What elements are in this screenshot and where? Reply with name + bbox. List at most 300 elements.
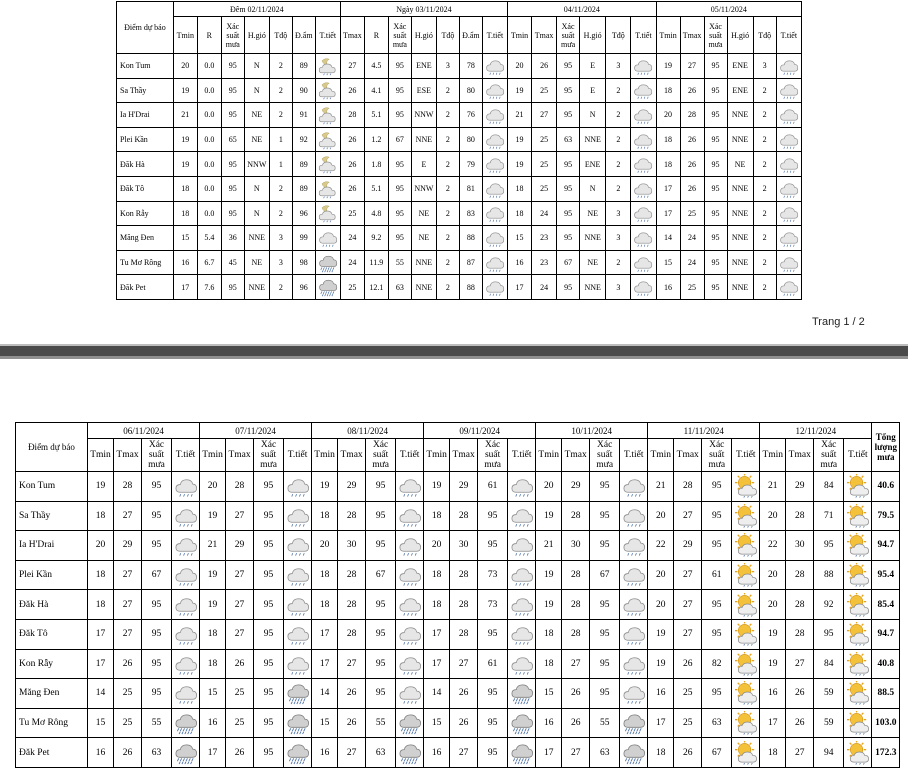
forecast-value: 2 [753, 127, 776, 152]
forecast-value: 21 [536, 531, 562, 561]
station-name: Kon Rẫy [117, 201, 174, 226]
forecast-value: 28 [786, 619, 814, 649]
cloud-rain-icon [396, 563, 423, 587]
forecast-value: 2 [436, 127, 459, 152]
sun-cloud-rain-icon [844, 652, 871, 676]
weather-icon-cell [284, 472, 312, 502]
forecast-value: 95 [590, 531, 620, 561]
forecast-value: 91 [292, 103, 315, 128]
sun-cloud-rain-icon [732, 741, 759, 765]
cloud-rain-icon [483, 105, 507, 125]
column-header: R [364, 17, 388, 54]
sun-cloud-rain-icon [732, 681, 759, 705]
forecast-value: 30 [786, 531, 814, 561]
station-name: Sa Thầy [16, 501, 88, 531]
forecast-value: 95 [254, 590, 284, 620]
forecast-value: 55 [590, 708, 620, 738]
sun-cloud-rain-icon [732, 652, 759, 676]
forecast-value: 18 [536, 649, 562, 679]
forecast-value: 28 [226, 472, 254, 502]
forecast-value: NNE [727, 275, 753, 300]
forecast-value: 17 [200, 738, 226, 768]
column-header: Tmin [760, 439, 786, 472]
table-row [16, 649, 900, 679]
forecast-value: 18 [173, 176, 197, 201]
forecast-value: 5.1 [364, 176, 388, 201]
forecast-value: 27 [786, 738, 814, 768]
forecast-value: 63 [702, 708, 732, 738]
column-header: Tmin [536, 439, 562, 472]
forecast-value: 16 [508, 250, 532, 275]
forecast-value: 27 [674, 619, 702, 649]
forecast-value: 67 [590, 560, 620, 590]
moon-cloud-icon [316, 56, 340, 76]
forecast-value: 18 [88, 560, 114, 590]
forecast-value: 20 [508, 54, 532, 79]
forecast-value: 95 [478, 531, 508, 561]
forecast-value: 28 [338, 560, 366, 590]
column-header: Tmin [173, 17, 197, 54]
moon-cloud-icon [316, 80, 340, 100]
weather-icon-cell [732, 708, 760, 738]
forecast-value: 95 [221, 201, 244, 226]
date-header: 10/11/2024 [536, 423, 648, 439]
date-header: 05/11/2024 [656, 2, 801, 17]
forecast-value: 17 [508, 275, 532, 300]
table-row [117, 152, 802, 177]
weather-icon-cell [315, 78, 340, 103]
forecast-value: 14 [312, 679, 338, 709]
forecast-value: 27 [562, 649, 590, 679]
forecast-value: 18 [508, 201, 532, 226]
forecast-value: NNE [411, 127, 436, 152]
forecast-value: 15 [536, 679, 562, 709]
forecast-value: 19 [200, 501, 226, 531]
cloud-rain-icon [631, 203, 655, 223]
date-header: 06/11/2024 [88, 423, 200, 439]
weather-icon-cell [776, 226, 801, 251]
forecast-value: 18 [656, 78, 680, 103]
forecast-value: 18 [508, 176, 532, 201]
column-header: Tmin [648, 439, 674, 472]
forecast-value: N [244, 78, 269, 103]
station-name: Kon Tum [117, 54, 174, 79]
forecast-value: 25 [532, 127, 557, 152]
column-header: Xác suất mưa [366, 439, 396, 472]
weather-icon-cell [396, 679, 424, 709]
forecast-value: 2 [606, 176, 631, 201]
forecast-value: 80 [459, 78, 482, 103]
forecast-value: 26 [226, 738, 254, 768]
forecast-value: 19 [648, 619, 674, 649]
forecast-value: 26 [786, 708, 814, 738]
forecast-value: N [244, 54, 269, 79]
forecast-value: 26 [680, 127, 704, 152]
weather-icon-cell [508, 679, 536, 709]
weather-icon-cell [620, 590, 648, 620]
forecast-value: NNE [580, 275, 606, 300]
cloud-rain-icon [284, 504, 311, 528]
forecast-value: 95 [557, 54, 580, 79]
forecast-value: 67 [142, 560, 172, 590]
sun-cloud-rain-icon [844, 533, 871, 557]
weather-icon-cell [482, 201, 507, 226]
forecast-value: 0.0 [197, 201, 221, 226]
forecast-value: NE [411, 201, 436, 226]
total-rain-value: 40.6 [872, 472, 900, 502]
column-header: T.tiết [732, 439, 760, 472]
weather-icon-cell [631, 54, 656, 79]
weather-icon-cell [508, 649, 536, 679]
forecast-value: 16 [424, 738, 450, 768]
weather-icon-cell [844, 560, 872, 590]
forecast-value: 2 [436, 78, 459, 103]
forecast-value: 30 [562, 531, 590, 561]
table-row [117, 250, 802, 275]
weather-icon-cell [732, 619, 760, 649]
table-row [117, 201, 802, 226]
column-header: Tmax [680, 17, 704, 54]
forecast-value: 76 [459, 103, 482, 128]
forecast-value: 20 [173, 54, 197, 79]
column-header: Tmax [674, 439, 702, 472]
forecast-value: 84 [814, 649, 844, 679]
column-header: Tđộ [436, 17, 459, 54]
forecast-value: 95 [366, 590, 396, 620]
forecast-value: 95 [254, 679, 284, 709]
forecast-value: 27 [680, 54, 704, 79]
forecast-value: 18 [88, 590, 114, 620]
forecast-value: 24 [532, 275, 557, 300]
forecast-value: 25 [226, 679, 254, 709]
forecast-value: 17 [648, 708, 674, 738]
forecast-value: 26 [674, 738, 702, 768]
weather-icon-cell [284, 531, 312, 561]
forecast-value: 2 [269, 103, 292, 128]
forecast-value: 26 [338, 679, 366, 709]
forecast-value: NNE [411, 250, 436, 275]
forecast-value: 88 [459, 226, 482, 251]
forecast-value: 59 [814, 679, 844, 709]
sun-cloud-rain-icon [844, 711, 871, 735]
forecast-value: 61 [702, 560, 732, 590]
sun-cloud-rain-icon [732, 533, 759, 557]
weather-icon-cell [396, 472, 424, 502]
forecast-value: 20 [424, 531, 450, 561]
forecast-value: 25 [674, 708, 702, 738]
forecast-value: 95 [704, 78, 727, 103]
forecast-value: 18 [656, 127, 680, 152]
table-row [16, 472, 900, 502]
forecast-value: 88 [814, 560, 844, 590]
forecast-value: 2 [436, 201, 459, 226]
forecast-value: 19 [656, 54, 680, 79]
cloud-rain-icon [631, 277, 655, 297]
column-header: Tmax [450, 439, 478, 472]
forecast-value: 16 [200, 708, 226, 738]
station-name: Tu Mơ Rông [16, 708, 88, 738]
forecast-value: 95 [366, 531, 396, 561]
forecast-value: 21 [200, 531, 226, 561]
forecast-value: 95 [142, 649, 172, 679]
cloud-rain-icon [284, 593, 311, 617]
weather-icon-cell [508, 708, 536, 738]
forecast-value: 95 [704, 127, 727, 152]
forecast-value: 19 [760, 619, 786, 649]
total-rain-value: 94.7 [872, 531, 900, 561]
sun-cloud-rain-icon [844, 504, 871, 528]
forecast-value: 95 [366, 501, 396, 531]
forecast-value: 95 [388, 226, 411, 251]
forecast-value: 26 [674, 649, 702, 679]
forecast-value: 95 [366, 472, 396, 502]
cloud-rain-icon [631, 56, 655, 76]
forecast-value: 95 [254, 531, 284, 561]
forecast-value: N [580, 176, 606, 201]
cloud-rain-icon [172, 652, 199, 676]
station-name: Đăk Tô [117, 176, 174, 201]
forecast-value: 26 [340, 127, 364, 152]
forecast-value: 20 [648, 501, 674, 531]
forecast-value: 89 [292, 176, 315, 201]
cloud-heavy-rain-icon [284, 741, 311, 765]
forecast-value: N [244, 201, 269, 226]
weather-icon-cell [396, 738, 424, 768]
forecast-value: 15 [424, 708, 450, 738]
forecast-value: 87 [459, 250, 482, 275]
weather-icon-cell [620, 472, 648, 502]
forecast-value: 27 [226, 501, 254, 531]
cloud-heavy-rain-icon [316, 253, 340, 273]
forecast-value: 0.0 [197, 176, 221, 201]
forecast-value: 16 [760, 679, 786, 709]
forecast-value: 19 [648, 649, 674, 679]
weather-icon-cell [844, 501, 872, 531]
forecast-value: 26 [340, 152, 364, 177]
station-name: Măng Đen [16, 679, 88, 709]
station-name: Plei Kần [16, 560, 88, 590]
sun-cloud-rain-icon [732, 504, 759, 528]
column-header: Đ.ẩm [292, 17, 315, 54]
weather-icon-cell [284, 560, 312, 590]
forecast-value: 20 [760, 590, 786, 620]
date-header-row [16, 423, 900, 439]
sun-cloud-rain-icon [844, 474, 871, 498]
table-row [117, 226, 802, 251]
cloud-rain-icon [620, 652, 647, 676]
forecast-value: 1 [269, 127, 292, 152]
station-name: Đăk Pet [117, 275, 174, 300]
cloud-heavy-rain-icon [396, 711, 423, 735]
cloud-rain-icon [396, 533, 423, 557]
forecast-value: 95 [254, 501, 284, 531]
forecast-value: 30 [338, 531, 366, 561]
column-header: Xác suất mưa [557, 17, 580, 54]
column-header: Xác suất mưa [142, 439, 172, 472]
forecast-value: 29 [786, 472, 814, 502]
weather-icon-cell [284, 619, 312, 649]
forecast-value: 16 [312, 738, 338, 768]
forecast-value: 25 [532, 176, 557, 201]
column-header: Tmax [114, 439, 142, 472]
forecast-value: 29 [562, 472, 590, 502]
column-header: Tđộ [606, 17, 631, 54]
weather-icon-cell [631, 226, 656, 251]
forecast-value: NE [244, 103, 269, 128]
moon-cloud-icon [316, 130, 340, 150]
weather-icon-cell [732, 472, 760, 502]
forecast-value: 95 [557, 103, 580, 128]
forecast-value: NE [580, 201, 606, 226]
forecast-value: 95 [814, 531, 844, 561]
weather-icon-cell [482, 103, 507, 128]
forecast-value: NE [580, 250, 606, 275]
forecast-value: 26 [680, 152, 704, 177]
forecast-value: 95 [221, 54, 244, 79]
forecast-value: 96 [292, 275, 315, 300]
forecast-value: 25 [226, 708, 254, 738]
cloud-heavy-rain-icon [172, 741, 199, 765]
forecast-value: 2 [436, 152, 459, 177]
weather-icon-cell [844, 619, 872, 649]
forecast-value: 27 [674, 501, 702, 531]
cloud-rain-icon [284, 474, 311, 498]
forecast-value: 2 [753, 78, 776, 103]
weather-icon-cell [776, 201, 801, 226]
forecast-value: 7.6 [197, 275, 221, 300]
forecast-value: 9.2 [364, 226, 388, 251]
weather-icon-cell [776, 176, 801, 201]
weather-icon-cell [844, 531, 872, 561]
forecast-value: 95 [590, 679, 620, 709]
forecast-value: 29 [226, 531, 254, 561]
column-header-row [117, 17, 802, 54]
forecast-value: 95 [254, 619, 284, 649]
forecast-value: N [580, 103, 606, 128]
forecast-value: 95 [142, 472, 172, 502]
forecast-value: 95 [557, 226, 580, 251]
table-row [16, 738, 900, 768]
cloud-rain-icon [483, 179, 507, 199]
forecast-value: 17 [173, 275, 197, 300]
forecast-value: NE [244, 127, 269, 152]
forecast-value: 95 [388, 78, 411, 103]
forecast-value: 18 [536, 619, 562, 649]
column-header: T.tiết [396, 439, 424, 472]
forecast-value: 95 [254, 560, 284, 590]
forecast-value: 5.1 [364, 103, 388, 128]
forecast-value: 95 [142, 531, 172, 561]
forecast-value: 15 [88, 708, 114, 738]
weather-icon-cell [631, 201, 656, 226]
forecast-value: 27 [450, 738, 478, 768]
weather-icon-cell [776, 103, 801, 128]
cloud-rain-icon [631, 253, 655, 273]
cloud-rain-icon [631, 130, 655, 150]
forecast-value: 96 [292, 201, 315, 226]
forecast-value: 25 [680, 201, 704, 226]
forecast-value: 67 [388, 127, 411, 152]
forecast-value: 28 [338, 501, 366, 531]
sun-cloud-rain-icon [844, 563, 871, 587]
weather-icon-cell [396, 560, 424, 590]
station-name: Kon Tum [16, 472, 88, 502]
forecast-value: 98 [292, 250, 315, 275]
weather-icon-cell [315, 103, 340, 128]
forecast-value: 63 [366, 738, 396, 768]
forecast-value: 95 [590, 649, 620, 679]
forecast-value: 28 [450, 619, 478, 649]
forecast-value: 28 [680, 103, 704, 128]
forecast-value: 95 [590, 501, 620, 531]
cloud-rain-icon [508, 563, 535, 587]
column-header: R [197, 17, 221, 54]
station-name: Ia H'Drai [16, 531, 88, 561]
column-header: T.tiết [508, 439, 536, 472]
weather-icon-cell [172, 649, 200, 679]
forecast-value: 19 [536, 501, 562, 531]
forecast-value: 4.8 [364, 201, 388, 226]
weather-icon-cell [620, 531, 648, 561]
column-header: T.tiết [172, 439, 200, 472]
forecast-value: 17 [656, 176, 680, 201]
weather-icon-cell [620, 708, 648, 738]
forecast-value: 0.0 [197, 152, 221, 177]
forecast-value: 80 [459, 127, 482, 152]
forecast-value: 11.9 [364, 250, 388, 275]
station-name: Sa Thầy [117, 78, 174, 103]
station-header: Điểm dự báo [16, 423, 88, 472]
forecast-value: 24 [340, 226, 364, 251]
date-header-row [117, 2, 802, 17]
column-header: T.tiết [620, 439, 648, 472]
forecast-value: 88 [459, 275, 482, 300]
forecast-value: 18 [312, 501, 338, 531]
forecast-value: 20 [656, 103, 680, 128]
column-header: Đ.ẩm [459, 17, 482, 54]
forecast-value: 19 [760, 649, 786, 679]
table-row [16, 501, 900, 531]
cloud-rain-icon [172, 681, 199, 705]
cloud-rain-icon [777, 203, 801, 223]
weather-icon-cell [631, 103, 656, 128]
weather-icon-cell [844, 738, 872, 768]
page-number: Trang 1 / 2 [812, 316, 865, 328]
forecast-value: 73 [478, 560, 508, 590]
weather-icon-cell [396, 619, 424, 649]
station-name: Măng Đen [117, 226, 174, 251]
cloud-rain-icon [777, 154, 801, 174]
cloud-rain-icon [172, 622, 199, 646]
cloud-rain-icon [508, 504, 535, 528]
cloud-rain-icon [172, 504, 199, 528]
forecast-value: 26 [340, 176, 364, 201]
column-header: H.gió [244, 17, 269, 54]
weather-icon-cell [631, 152, 656, 177]
forecast-value: ENE [727, 54, 753, 79]
forecast-value: 2 [753, 250, 776, 275]
forecast-value: 18 [200, 619, 226, 649]
sun-cloud-rain-icon [732, 622, 759, 646]
cloud-rain-icon [508, 593, 535, 617]
forecast-value: 3 [269, 250, 292, 275]
cloud-rain-icon [396, 593, 423, 617]
column-header: T.tiết [631, 17, 656, 54]
station-header: Điểm dự báo [117, 2, 174, 54]
weather-icon-cell [732, 531, 760, 561]
forecast-value: 19 [508, 127, 532, 152]
total-rain-value: 79.5 [872, 501, 900, 531]
